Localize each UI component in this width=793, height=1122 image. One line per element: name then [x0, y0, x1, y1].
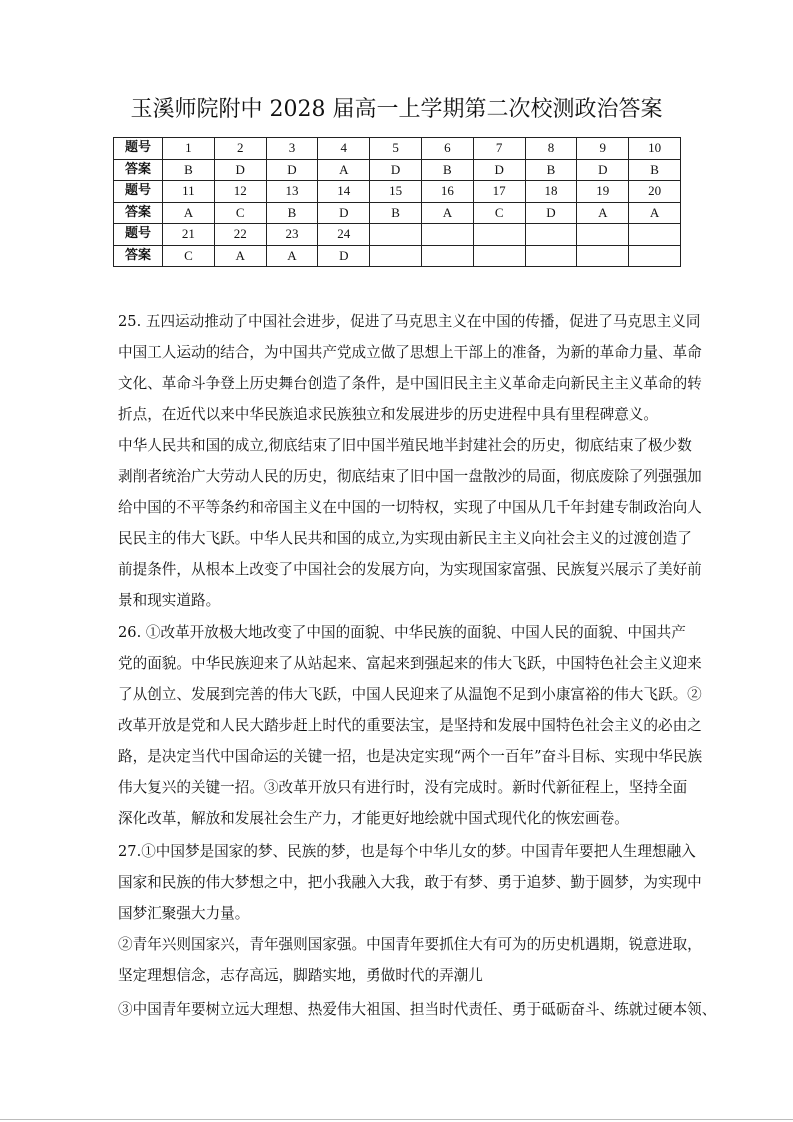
- table-cell: 16: [421, 181, 473, 203]
- table-cell: 6: [421, 138, 473, 160]
- table-cell: [629, 224, 681, 246]
- table-cell: D: [370, 159, 422, 181]
- q26-line: 伟大复兴的关键一招。③改革开放只有进行时，没有完成时。新时代新征程上，坚持全面: [118, 779, 688, 796]
- q25-line: 民民主的伟大飞跃。中华人民共和国的成立,为实现由新民主主义向社会主义的过渡创造了: [118, 530, 692, 547]
- table-cell: 20: [629, 181, 681, 203]
- answer-table: [113, 137, 681, 267]
- table-cell: [577, 224, 629, 246]
- table-cell: 4: [318, 138, 370, 160]
- table-cell: [525, 245, 577, 267]
- q27-line: 27.①中国梦是国家的梦、民族的梦，也是每个中华儿女的梦。中国青年要把人生理想融入: [118, 843, 696, 860]
- table-cell: D: [318, 245, 370, 267]
- table-cell: 9: [577, 138, 629, 160]
- table-cell: 7: [473, 138, 525, 160]
- table-cell: C: [163, 245, 215, 267]
- table-row: [114, 202, 681, 224]
- row-label: 题号: [114, 138, 163, 160]
- row-label: 答案: [114, 159, 163, 181]
- table-row: [114, 181, 681, 203]
- q27-line: 国家和民族的伟大梦想之中，把小我融入大我，敢于有梦、勇于追梦、勤于圆梦，为实现中: [118, 874, 702, 891]
- table-cell: A: [421, 202, 473, 224]
- table-cell: [473, 245, 525, 267]
- q25-line: 剥削者统治广大劳动人民的历史，彻底结束了旧中国一盘散沙的局面，彻底废除了列强强加: [118, 468, 702, 485]
- row-label: 题号: [114, 224, 163, 246]
- table-cell: D: [525, 202, 577, 224]
- table-cell: 24: [318, 224, 370, 246]
- q25-line: 景和现实道路。: [118, 592, 221, 609]
- row-label: 题号: [114, 181, 163, 203]
- table-cell: 21: [163, 224, 215, 246]
- table-cell: B: [421, 159, 473, 181]
- table-cell: 23: [266, 224, 318, 246]
- table-cell: 13: [266, 181, 318, 203]
- table-cell: 3: [266, 138, 318, 160]
- q27-line: ②青年兴则国家兴，青年强则国家强。中国青年要抓住大有可为的历史机遇期，锐意进取，: [118, 936, 702, 953]
- table-cell: 14: [318, 181, 370, 203]
- q25-line: 折点，在近代以来中华民族追求民族独立和发展进步的历史进程中具有里程碑意义。: [118, 406, 658, 423]
- table-cell: D: [318, 202, 370, 224]
- table-cell: A: [577, 202, 629, 224]
- table-cell: D: [214, 159, 266, 181]
- row-label: 答案: [114, 245, 163, 267]
- table-cell: A: [163, 202, 215, 224]
- table-cell: A: [266, 245, 318, 267]
- table-cell: [473, 224, 525, 246]
- table-cell: 11: [163, 181, 215, 203]
- row-label: 答案: [114, 202, 163, 224]
- table-cell: [370, 224, 422, 246]
- table-cell: 8: [525, 138, 577, 160]
- table-cell: A: [214, 245, 266, 267]
- table-cell: 2: [214, 138, 266, 160]
- table-cell: [629, 245, 681, 267]
- table-row: [114, 138, 681, 160]
- q26-line: 路，是决定当代中国命运的关键一招，也是决定实现“两个一百年”奋斗目标、实现中华民族: [118, 748, 703, 765]
- table-row: [114, 224, 681, 246]
- table-cell: C: [473, 202, 525, 224]
- q26-line: 改革开放是党和人民大踏步赶上时代的重要法宝，是坚持和发展中国特色社会主义的必由之: [118, 717, 702, 734]
- table-cell: [421, 245, 473, 267]
- q27-line: 国梦汇聚强大力量。: [118, 905, 250, 922]
- q26-line: 深化改革，解放和发展社会生产力，才能更好地绘就中国式现代化的恢宏画卷。: [118, 810, 629, 827]
- table-row: [114, 245, 681, 267]
- q25-line: 前提条件，从根本上改变了中国社会的发展方向，为实现国家富强、民族复兴展示了美好前: [118, 561, 702, 578]
- table-cell: 18: [525, 181, 577, 203]
- q25-line: 文化、革命斗争登上历史舞台创造了条件，是中国旧民主主义革命走向新民主主义革命的转: [118, 375, 702, 392]
- table-cell: B: [370, 202, 422, 224]
- table-cell: D: [473, 159, 525, 181]
- q27-line: 坚定理想信念，志存高远，脚踏实地，勇做时代的弄潮儿: [118, 967, 483, 984]
- table-cell: 17: [473, 181, 525, 203]
- table-cell: C: [214, 202, 266, 224]
- table-cell: [577, 245, 629, 267]
- table-cell: D: [266, 159, 318, 181]
- q25-line: 中华人民共和国的成立,彻底结束了旧中国半殖民地半封建社会的历史，彻底结束了极少数: [118, 437, 692, 454]
- q26-line: 了从创立、发展到完善的伟大飞跃，中国人民迎来了从温饱不足到小康富裕的伟大飞跃。②: [118, 686, 702, 703]
- document-title: 玉溪师院附中 2028 届高一上学期第二次校测政治答案: [130, 97, 663, 122]
- table-cell: [421, 224, 473, 246]
- table-cell: D: [577, 159, 629, 181]
- q26-line: 26. ①改革开放极大地改变了中国的面貌、中华民族的面貌、中国人民的面貌、中国共产: [118, 624, 686, 641]
- table-cell: A: [318, 159, 370, 181]
- table-cell: 5: [370, 138, 422, 160]
- table-cell: A: [629, 202, 681, 224]
- q25-line: 中国工人运动的结合，为中国共产党成立做了思想上干部上的准备，为新的革命力量、革命: [118, 344, 702, 361]
- q27-line: ③中国青年要树立远大理想、热爱伟大祖国、担当时代责任、勇于砥砺奋斗、练就过硬本领、: [118, 1001, 717, 1018]
- table-cell: [525, 224, 577, 246]
- table-cell: 10: [629, 138, 681, 160]
- q26-line: 党的面貌。中华民族迎来了从站起来、富起来到强起来的伟大飞跃，中国特色社会主义迎来: [118, 655, 702, 672]
- q25-line: 25. 五四运动推动了中国社会进步，促进了马克思主义在中国的传播，促进了马克思主义同: [118, 313, 701, 330]
- table-cell: 15: [370, 181, 422, 203]
- table-cell: 19: [577, 181, 629, 203]
- table-cell: B: [266, 202, 318, 224]
- table-cell: B: [163, 159, 215, 181]
- table-cell: B: [629, 159, 681, 181]
- table-cell: 12: [214, 181, 266, 203]
- table-row: [114, 159, 681, 181]
- table-cell: B: [525, 159, 577, 181]
- table-cell: 1: [163, 138, 215, 160]
- table-cell: 22: [214, 224, 266, 246]
- q25-line: 给中国的不平等条约和帝国主义在中国的一切特权，实现了中国从几千年封建专制政治向人: [118, 499, 702, 516]
- page-bottom-rule: [0, 1119, 793, 1120]
- table-cell: [370, 245, 422, 267]
